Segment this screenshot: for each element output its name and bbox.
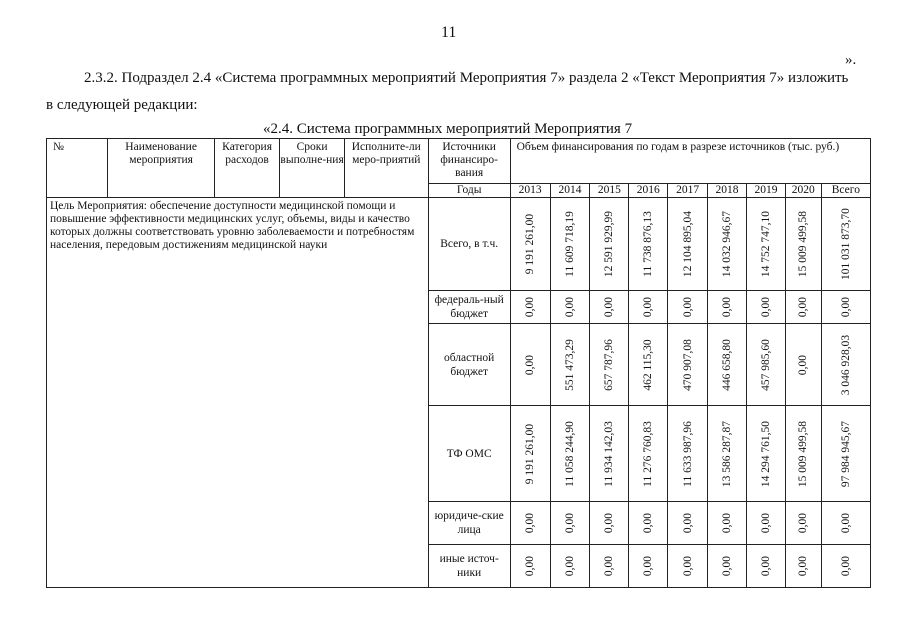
value-cell: [590, 198, 629, 291]
value-text: 462 115,30: [642, 338, 655, 391]
header-num: №: [47, 139, 108, 198]
value-cell: [510, 406, 550, 502]
value-text: 0,00: [797, 512, 810, 534]
value-text: 0,00: [681, 296, 694, 318]
value-cell: [629, 291, 668, 324]
value-cell: [708, 198, 747, 291]
value-cell: [708, 291, 747, 324]
year-header: 2018: [708, 184, 747, 198]
value-text: 11 934 142,03: [603, 420, 616, 487]
closing-quote: ».: [845, 52, 857, 68]
value-cell: [510, 545, 550, 588]
value-text: 12 591 929,99: [603, 210, 616, 278]
value-text: 11 058 244,90: [563, 420, 576, 487]
header-volume: Объем финансирования по годам в разрезе источников (тыс. руб.): [510, 139, 870, 184]
value-cell: [747, 324, 786, 406]
value-cell: [510, 291, 550, 324]
value-text: 11 276 760,83: [642, 420, 655, 487]
value-text: 0,00: [797, 555, 810, 577]
year-header: 2019: [747, 184, 786, 198]
value-cell: [550, 502, 590, 545]
value-text: 0,00: [797, 354, 810, 375]
value-cell: [785, 291, 821, 324]
header-row: [47, 139, 871, 184]
value-text: 0,00: [642, 555, 655, 577]
year-header: 2014: [550, 184, 590, 198]
value-text: 0,00: [524, 296, 537, 318]
value-cell: [747, 198, 786, 291]
value-text: 0,00: [721, 296, 734, 318]
header-name: Наименование мероприятия: [108, 139, 214, 198]
value-cell: [668, 291, 708, 324]
header-sources: Источники финансиро-вания: [428, 139, 510, 184]
value-text: 0,00: [721, 512, 734, 534]
value-cell: [590, 291, 629, 324]
value-cell: [708, 502, 747, 545]
year-header: Всего: [821, 184, 870, 198]
value-text: 0,00: [681, 555, 694, 577]
value-text: 11 633 987,96: [681, 420, 694, 487]
value-text: 446 658,80: [721, 338, 734, 391]
value-text: 551 473,29: [563, 338, 576, 391]
value-cell: [629, 198, 668, 291]
value-cell: [785, 324, 821, 406]
value-cell: [629, 324, 668, 406]
funding-source: Всего, в т.ч.: [428, 198, 510, 291]
value-cell: [668, 324, 708, 406]
page-number: 11: [441, 24, 457, 41]
value-cell: [668, 406, 708, 502]
value-text: 470 907,08: [681, 338, 694, 391]
funding-source: федераль-ный бюджет: [428, 291, 510, 324]
year-header: 2020: [785, 184, 821, 198]
value-text: 0,00: [721, 555, 734, 577]
value-text: 0,00: [563, 555, 576, 577]
table-title: «2.4. Система программных мероприятий Мероприятия 7: [263, 121, 633, 137]
value-cell: [550, 545, 590, 588]
value-cell: [668, 198, 708, 291]
value-text: 14 752 747,10: [759, 210, 772, 278]
value-text: 457 985,60: [759, 338, 772, 391]
year-header: 2013: [510, 184, 550, 198]
funding-source: областной бюджет: [428, 324, 510, 406]
value-cell: [550, 198, 590, 291]
value-text: 9 191 261,00: [524, 423, 537, 484]
year-header: 2017: [668, 184, 708, 198]
value-text: 15 009 499,58: [797, 420, 810, 487]
value-text: 0,00: [681, 512, 694, 534]
value-text: 0,00: [603, 296, 616, 318]
value-cell: [550, 291, 590, 324]
value-cell: [708, 324, 747, 406]
value-text: 14 032 946,67: [721, 210, 734, 278]
funding-source: иные источ-ники: [428, 545, 510, 588]
value-cell: [590, 406, 629, 502]
value-text: 14 294 761,50: [759, 420, 772, 487]
value-text: 0,00: [839, 512, 852, 534]
value-text: 0,00: [524, 512, 537, 534]
value-cell: [821, 291, 870, 324]
value-text: 0,00: [642, 296, 655, 318]
value-text: 0,00: [524, 354, 537, 375]
header-executors: Исполните-ли меро-приятий: [344, 139, 428, 198]
value-text: 0,00: [839, 555, 852, 577]
value-text: 11 738 876,13: [642, 211, 655, 277]
value-text: 0,00: [642, 512, 655, 534]
header-category: Категория расходов: [214, 139, 280, 198]
value-text: 0,00: [839, 296, 852, 318]
header-terms: Сроки выполне-ния: [280, 139, 344, 198]
value-text: 0,00: [603, 512, 616, 534]
year-header: 2016: [629, 184, 668, 198]
value-cell: [785, 198, 821, 291]
value-cell: [668, 502, 708, 545]
value-cell: [510, 198, 550, 291]
value-text: 9 191 261,00: [524, 213, 537, 275]
value-text: 13 586 287,87: [721, 420, 734, 487]
value-text: 97 984 945,67: [839, 420, 852, 487]
value-cell: [785, 406, 821, 502]
paragraph-line-2: в следующей редакции:: [46, 97, 198, 113]
year-header: 2015: [590, 184, 629, 198]
value-text: 0,00: [524, 555, 537, 577]
value-text: 3 046 928,03: [839, 334, 852, 395]
years-label: Годы: [428, 184, 510, 198]
value-cell: [629, 502, 668, 545]
value-text: 657 787,96: [603, 338, 616, 391]
value-cell: [821, 198, 870, 291]
value-cell: [785, 545, 821, 588]
value-text: 0,00: [797, 296, 810, 318]
value-cell: [550, 324, 590, 406]
value-cell: [821, 502, 870, 545]
value-cell: [668, 545, 708, 588]
value-cell: [821, 406, 870, 502]
value-text: 101 031 873,70: [839, 208, 852, 280]
value-cell: [708, 545, 747, 588]
value-cell: [629, 406, 668, 502]
value-cell: [590, 324, 629, 406]
goal-description: Цель Мероприятия: обеспечение доступности медицинской помощи и повышение эффективности медицинских услуг, объемы, виды и качество которых должны соответствовать уровню заболеваемости и потребностям населения, передовым достижениям медицинской науки: [47, 198, 429, 588]
value-cell: [550, 406, 590, 502]
value-cell: [821, 324, 870, 406]
value-cell: [510, 502, 550, 545]
value-cell: [785, 502, 821, 545]
value-cell: [708, 406, 747, 502]
value-cell: [747, 291, 786, 324]
value-text: 0,00: [759, 555, 772, 577]
value-cell: [821, 545, 870, 588]
value-text: 11 609 718,19: [563, 211, 576, 277]
paragraph-line-1: 2.3.2. Подраздел 2.4 «Система программных мероприятий Мероприятия 7» раздела 2 «Текст Мероприятия 7» изложить: [84, 70, 849, 86]
funding-source: юридиче-ские лица: [428, 502, 510, 545]
value-text: 0,00: [563, 512, 576, 534]
value-cell: [590, 545, 629, 588]
value-cell: [747, 406, 786, 502]
value-text: 12 104 895,04: [681, 210, 694, 278]
value-text: 0,00: [563, 296, 576, 318]
funding-source: ТФ ОМС: [428, 406, 510, 502]
program-table: [46, 138, 871, 588]
value-cell: [629, 545, 668, 588]
value-cell: [747, 545, 786, 588]
value-cell: [747, 502, 786, 545]
value-text: 0,00: [759, 512, 772, 534]
value-text: 0,00: [759, 296, 772, 318]
value-cell: [590, 502, 629, 545]
table-row: [47, 198, 871, 291]
value-text: 0,00: [603, 555, 616, 577]
value-cell: [510, 324, 550, 406]
value-text: 15 009 499,58: [797, 210, 810, 278]
